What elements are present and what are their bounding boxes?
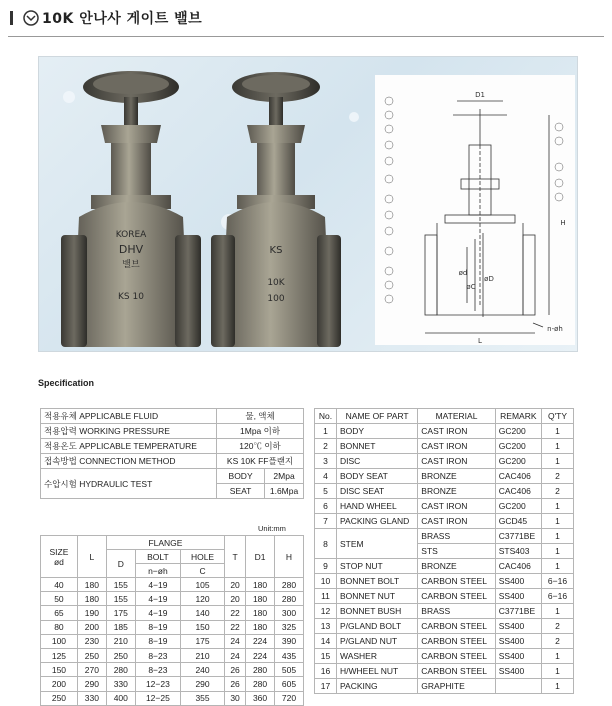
part-name: BODY bbox=[337, 424, 418, 439]
drawing-label-od: ød bbox=[458, 269, 468, 277]
part-name: BONNET NUT bbox=[337, 589, 418, 604]
part-material: CAST IRON bbox=[418, 424, 495, 439]
part-material: CARBON STEEL bbox=[418, 649, 495, 664]
dim-cell-bolt: 12−23 bbox=[135, 677, 180, 691]
dim-cell-size: 80 bbox=[41, 620, 78, 634]
spec-value: 물, 액체 bbox=[217, 409, 304, 424]
part-material: CARBON STEEL bbox=[418, 619, 495, 634]
dimension-table bbox=[40, 535, 304, 706]
dim-cell-size: 40 bbox=[41, 578, 78, 592]
dim-cell-l: 250 bbox=[77, 648, 106, 662]
part-remark: CAC406 bbox=[495, 469, 541, 484]
part-row bbox=[315, 514, 574, 529]
temperature-row bbox=[41, 439, 304, 454]
title-marker bbox=[10, 11, 13, 25]
part-qty: 6−16 bbox=[542, 589, 574, 604]
dim-cell-size: 100 bbox=[41, 634, 78, 648]
part-row bbox=[315, 619, 574, 634]
dim-cell-d: 210 bbox=[106, 634, 135, 648]
dim-cell-h: 390 bbox=[275, 634, 304, 648]
dim-row bbox=[41, 620, 304, 634]
dim-cell-d: 155 bbox=[106, 578, 135, 592]
dim-row bbox=[41, 691, 304, 705]
valve1-mark-dhv: DHV bbox=[118, 243, 144, 256]
part-qty: 6−16 bbox=[542, 574, 574, 589]
part-material: BRASS bbox=[418, 529, 495, 544]
dim-row bbox=[41, 606, 304, 620]
dim-cell-d1: 280 bbox=[246, 663, 275, 677]
part-qty: 1 bbox=[542, 439, 574, 454]
dim-cell-d1: 224 bbox=[246, 648, 275, 662]
part-remark: GCD45 bbox=[495, 514, 541, 529]
hydraulic-row bbox=[41, 469, 304, 484]
drawing-label-oD: øD bbox=[484, 275, 494, 283]
d1-header: D1 bbox=[246, 536, 275, 578]
part-name: DISC bbox=[337, 454, 418, 469]
valve1-mark-ks: KS 10 bbox=[118, 292, 144, 302]
part-name: H/WHEEL NUT bbox=[337, 664, 418, 679]
dim-cell-t: 22 bbox=[225, 606, 246, 620]
dim-cell-hole: 140 bbox=[181, 606, 225, 620]
part-name: DISC SEAT bbox=[337, 484, 418, 499]
part-name: HAND WHEEL bbox=[337, 499, 418, 514]
dim-cell-d1: 180 bbox=[246, 578, 275, 592]
spec-key: 적용압력 WORKING PRESSURE bbox=[41, 424, 217, 439]
dim-row bbox=[41, 663, 304, 677]
dim-cell-l: 200 bbox=[77, 620, 106, 634]
dim-row bbox=[41, 634, 304, 648]
dim-cell-d: 330 bbox=[106, 677, 135, 691]
l-header: L bbox=[77, 536, 106, 578]
d-header: D bbox=[106, 550, 135, 578]
dim-row bbox=[41, 677, 304, 691]
dim-row bbox=[41, 578, 304, 592]
dim-cell-hole: 150 bbox=[181, 620, 225, 634]
part-qty: 1 bbox=[542, 679, 574, 694]
part-qty: 2 bbox=[542, 634, 574, 649]
part-material: CARBON STEEL bbox=[418, 634, 495, 649]
part-row bbox=[315, 649, 574, 664]
dim-cell-t: 20 bbox=[225, 592, 246, 606]
dim-cell-d1: 224 bbox=[246, 634, 275, 648]
dim-cell-t: 24 bbox=[225, 648, 246, 662]
part-name: BONNET bbox=[337, 439, 418, 454]
part-remark bbox=[495, 679, 541, 694]
part-material: CARBON STEEL bbox=[418, 589, 495, 604]
dim-cell-size: 125 bbox=[41, 648, 78, 662]
part-no: 13 bbox=[315, 619, 337, 634]
spec-value: 120℃ 이하 bbox=[217, 439, 304, 454]
dim-cell-bolt: 4−19 bbox=[135, 592, 180, 606]
dim-cell-hole: 290 bbox=[181, 677, 225, 691]
part-remark: SS400 bbox=[495, 619, 541, 634]
part-no: 15 bbox=[315, 649, 337, 664]
dim-cell-hole: 175 bbox=[181, 634, 225, 648]
dim-cell-d: 185 bbox=[106, 620, 135, 634]
part-row bbox=[315, 664, 574, 679]
seat-label: SEAT bbox=[217, 484, 265, 499]
dim-cell-t: 30 bbox=[225, 691, 246, 705]
part-material: BRONZE bbox=[418, 469, 495, 484]
part-no: 11 bbox=[315, 589, 337, 604]
part-qty: 2 bbox=[542, 619, 574, 634]
drawing-label-oc: øC bbox=[466, 283, 476, 291]
dim-cell-size: 150 bbox=[41, 663, 78, 677]
part-row bbox=[315, 559, 574, 574]
part-material: CARBON STEEL bbox=[418, 664, 495, 679]
part-row bbox=[315, 604, 574, 619]
part-qty: 1 bbox=[542, 514, 574, 529]
part-name: PACKING GLAND bbox=[337, 514, 418, 529]
dim-cell-d: 280 bbox=[106, 663, 135, 677]
part-row bbox=[315, 574, 574, 589]
dim-cell-d1: 180 bbox=[246, 606, 275, 620]
spec-value: KS 10K FF플랜지 bbox=[217, 454, 304, 469]
valve2-mark-ks: KS bbox=[269, 245, 283, 256]
part-remark: GC200 bbox=[495, 439, 541, 454]
dim-cell-bolt: 12−25 bbox=[135, 691, 180, 705]
dim-cell-t: 20 bbox=[225, 578, 246, 592]
part-remark: C3771BE bbox=[495, 529, 541, 544]
part-material: STS bbox=[418, 544, 495, 559]
parts-table bbox=[314, 408, 574, 694]
dim-cell-l: 290 bbox=[77, 677, 106, 691]
title-bar bbox=[10, 6, 202, 30]
valve2-mark-10k: 10K bbox=[267, 278, 285, 288]
valve1-mark-korea: KOREA bbox=[115, 230, 147, 240]
dim-cell-h: 720 bbox=[275, 691, 304, 705]
spec-key: 적용유체 APPLICABLE FLUID bbox=[41, 409, 217, 424]
part-name: BONNET BOLT bbox=[337, 574, 418, 589]
part-remark: SS400 bbox=[495, 589, 541, 604]
dim-cell-d: 400 bbox=[106, 691, 135, 705]
part-no: 6 bbox=[315, 499, 337, 514]
part-no: 9 bbox=[315, 559, 337, 574]
dim-cell-h: 605 bbox=[275, 677, 304, 691]
part-qty: 1 bbox=[542, 604, 574, 619]
part-name: P/GLAND BOLT bbox=[337, 619, 418, 634]
dim-cell-t: 26 bbox=[225, 663, 246, 677]
part-no: 10 bbox=[315, 574, 337, 589]
drawing-label-l: L bbox=[478, 337, 482, 345]
dim-cell-h: 300 bbox=[275, 606, 304, 620]
part-name: STOP NUT bbox=[337, 559, 418, 574]
part-qty: 2 bbox=[542, 469, 574, 484]
body-value: 2Mpa bbox=[265, 469, 304, 484]
gate-valve-right bbox=[211, 72, 341, 347]
part-name: WASHER bbox=[337, 649, 418, 664]
part-no: 1 bbox=[315, 424, 337, 439]
part-no: 3 bbox=[315, 454, 337, 469]
part-remark: GC200 bbox=[495, 499, 541, 514]
part-material: BRASS bbox=[418, 604, 495, 619]
connection-row bbox=[41, 454, 304, 469]
spec-key: 접속방법 CONNECTION METHOD bbox=[41, 454, 217, 469]
part-row bbox=[315, 499, 574, 514]
dim-cell-d: 155 bbox=[106, 592, 135, 606]
dim-cell-size: 50 bbox=[41, 592, 78, 606]
dim-cell-hole: 355 bbox=[181, 691, 225, 705]
part-remark: C3771BE bbox=[495, 604, 541, 619]
pressure-row bbox=[41, 424, 304, 439]
name-header: NAME OF PART bbox=[337, 409, 418, 424]
hole-header: HOLE bbox=[181, 550, 225, 564]
part-name: STEM bbox=[337, 529, 418, 559]
dim-cell-l: 330 bbox=[77, 691, 106, 705]
fluid-spec-table bbox=[40, 408, 304, 499]
part-qty: 1 bbox=[542, 454, 574, 469]
dim-cell-bolt: 8−19 bbox=[135, 634, 180, 648]
dim-cell-hole: 210 bbox=[181, 648, 225, 662]
spec-title: Specification bbox=[38, 378, 95, 388]
h-header: H bbox=[275, 536, 304, 578]
part-row-stem bbox=[315, 529, 574, 544]
dim-cell-l: 190 bbox=[77, 606, 106, 620]
parts-body bbox=[315, 424, 574, 694]
qty-header: Q'TY bbox=[542, 409, 574, 424]
part-remark: STS403 bbox=[495, 544, 541, 559]
remark-header: REMARK bbox=[495, 409, 541, 424]
drawing-label-d1: D1 bbox=[475, 91, 485, 99]
spec-value: 1Mpa 이하 bbox=[217, 424, 304, 439]
dim-row bbox=[41, 648, 304, 662]
part-no: 8 bbox=[315, 529, 337, 559]
part-remark: SS400 bbox=[495, 634, 541, 649]
valve1-mark-brand: 밸브 bbox=[122, 260, 140, 270]
bolt-sub-header: n−øh bbox=[135, 564, 180, 578]
part-row bbox=[315, 424, 574, 439]
part-remark: SS400 bbox=[495, 649, 541, 664]
dim-header-row bbox=[41, 536, 304, 550]
spec-key: 수압시험 HYDRAULIC TEST bbox=[41, 469, 217, 499]
dim-cell-bolt: 4−19 bbox=[135, 578, 180, 592]
part-row bbox=[315, 589, 574, 604]
valve2-mark-size: 100 bbox=[267, 294, 285, 304]
dim-cell-t: 26 bbox=[225, 677, 246, 691]
part-remark: CAC406 bbox=[495, 559, 541, 574]
part-qty: 1 bbox=[542, 424, 574, 439]
hole-sub-header: C bbox=[181, 564, 225, 578]
bolt-header: BOLT bbox=[135, 550, 180, 564]
part-material: CAST IRON bbox=[418, 499, 495, 514]
title-divider bbox=[8, 36, 604, 37]
part-row bbox=[315, 454, 574, 469]
product-photo bbox=[38, 56, 578, 352]
dim-row bbox=[41, 592, 304, 606]
dim-cell-h: 280 bbox=[275, 578, 304, 592]
part-no: 5 bbox=[315, 484, 337, 499]
technical-drawing bbox=[375, 75, 575, 345]
dim-cell-l: 270 bbox=[77, 663, 106, 677]
t-header: T bbox=[225, 536, 246, 578]
dim-cell-d: 250 bbox=[106, 648, 135, 662]
dim-cell-size: 250 bbox=[41, 691, 78, 705]
dim-cell-d1: 360 bbox=[246, 691, 275, 705]
part-row bbox=[315, 484, 574, 499]
dim-cell-t: 24 bbox=[225, 634, 246, 648]
dim-cell-d1: 280 bbox=[246, 677, 275, 691]
part-remark: SS400 bbox=[495, 574, 541, 589]
part-remark: GC200 bbox=[495, 454, 541, 469]
part-no: 14 bbox=[315, 634, 337, 649]
dim-cell-h: 505 bbox=[275, 663, 304, 677]
part-material: CAST IRON bbox=[418, 439, 495, 454]
dim-cell-d1: 180 bbox=[246, 592, 275, 606]
dim-cell-hole: 105 bbox=[181, 578, 225, 592]
part-material: CAST IRON bbox=[418, 514, 495, 529]
dim-cell-bolt: 4−19 bbox=[135, 606, 180, 620]
dim-cell-l: 180 bbox=[77, 592, 106, 606]
part-name: BONNET BUSH bbox=[337, 604, 418, 619]
dim-cell-size: 65 bbox=[41, 606, 78, 620]
dim-cell-h: 325 bbox=[275, 620, 304, 634]
dim-cell-l: 230 bbox=[77, 634, 106, 648]
part-no: 16 bbox=[315, 664, 337, 679]
dim-cell-d: 175 bbox=[106, 606, 135, 620]
part-qty: 1 bbox=[542, 664, 574, 679]
part-material: GRAPHITE bbox=[418, 679, 495, 694]
dim-cell-bolt: 8−23 bbox=[135, 648, 180, 662]
part-name: PACKING bbox=[337, 679, 418, 694]
drawing-label-n-oh: n-øh bbox=[547, 325, 563, 333]
dim-cell-bolt: 8−23 bbox=[135, 663, 180, 677]
part-row bbox=[315, 634, 574, 649]
valve-photo-image bbox=[39, 57, 369, 352]
part-qty: 1 bbox=[542, 499, 574, 514]
body-label: BODY bbox=[217, 469, 265, 484]
dim-cell-hole: 120 bbox=[181, 592, 225, 606]
dim-cell-h: 435 bbox=[275, 648, 304, 662]
part-remark: SS400 bbox=[495, 664, 541, 679]
flange-header: FLANGE bbox=[106, 536, 224, 550]
dim-cell-size: 200 bbox=[41, 677, 78, 691]
page-title: 10K 안나사 게이트 밸브 bbox=[42, 11, 203, 27]
parts-header-row bbox=[315, 409, 574, 424]
part-no: 17 bbox=[315, 679, 337, 694]
part-remark: CAC406 bbox=[495, 484, 541, 499]
part-row bbox=[315, 439, 574, 454]
drawing-label-h: H bbox=[560, 219, 566, 227]
part-no: 7 bbox=[315, 514, 337, 529]
dim-cell-d1: 180 bbox=[246, 620, 275, 634]
part-row bbox=[315, 469, 574, 484]
part-remark: GC200 bbox=[495, 424, 541, 439]
dim-cell-h: 280 bbox=[275, 592, 304, 606]
part-qty: 2 bbox=[542, 484, 574, 499]
part-qty: 1 bbox=[542, 529, 574, 544]
no-header: No. bbox=[315, 409, 337, 424]
dim-cell-l: 180 bbox=[77, 578, 106, 592]
dim-cell-hole: 240 bbox=[181, 663, 225, 677]
material-header: MATERIAL bbox=[418, 409, 495, 424]
size-header: SIZE ød bbox=[41, 536, 78, 578]
part-qty: 1 bbox=[542, 649, 574, 664]
part-no: 12 bbox=[315, 604, 337, 619]
spec-key: 적용온도 APPLICABLE TEMPERATURE bbox=[41, 439, 217, 454]
part-no: 4 bbox=[315, 469, 337, 484]
part-material: CARBON STEEL bbox=[418, 574, 495, 589]
dim-body bbox=[41, 578, 304, 706]
part-material: CAST IRON bbox=[418, 454, 495, 469]
brand-logo-icon bbox=[23, 10, 39, 26]
part-row bbox=[315, 679, 574, 694]
part-qty: 1 bbox=[542, 559, 574, 574]
fluid-row bbox=[41, 409, 304, 424]
part-material: BRONZE bbox=[418, 559, 495, 574]
dim-cell-bolt: 8−19 bbox=[135, 620, 180, 634]
seat-value: 1.6Mpa bbox=[265, 484, 304, 499]
part-material: BRONZE bbox=[418, 484, 495, 499]
part-name: P/GLAND NUT bbox=[337, 634, 418, 649]
unit-label: Unit:mm bbox=[258, 524, 286, 533]
part-qty: 1 bbox=[542, 544, 574, 559]
gate-valve-left bbox=[61, 71, 201, 347]
dim-cell-t: 22 bbox=[225, 620, 246, 634]
part-no: 2 bbox=[315, 439, 337, 454]
part-name: BODY SEAT bbox=[337, 469, 418, 484]
